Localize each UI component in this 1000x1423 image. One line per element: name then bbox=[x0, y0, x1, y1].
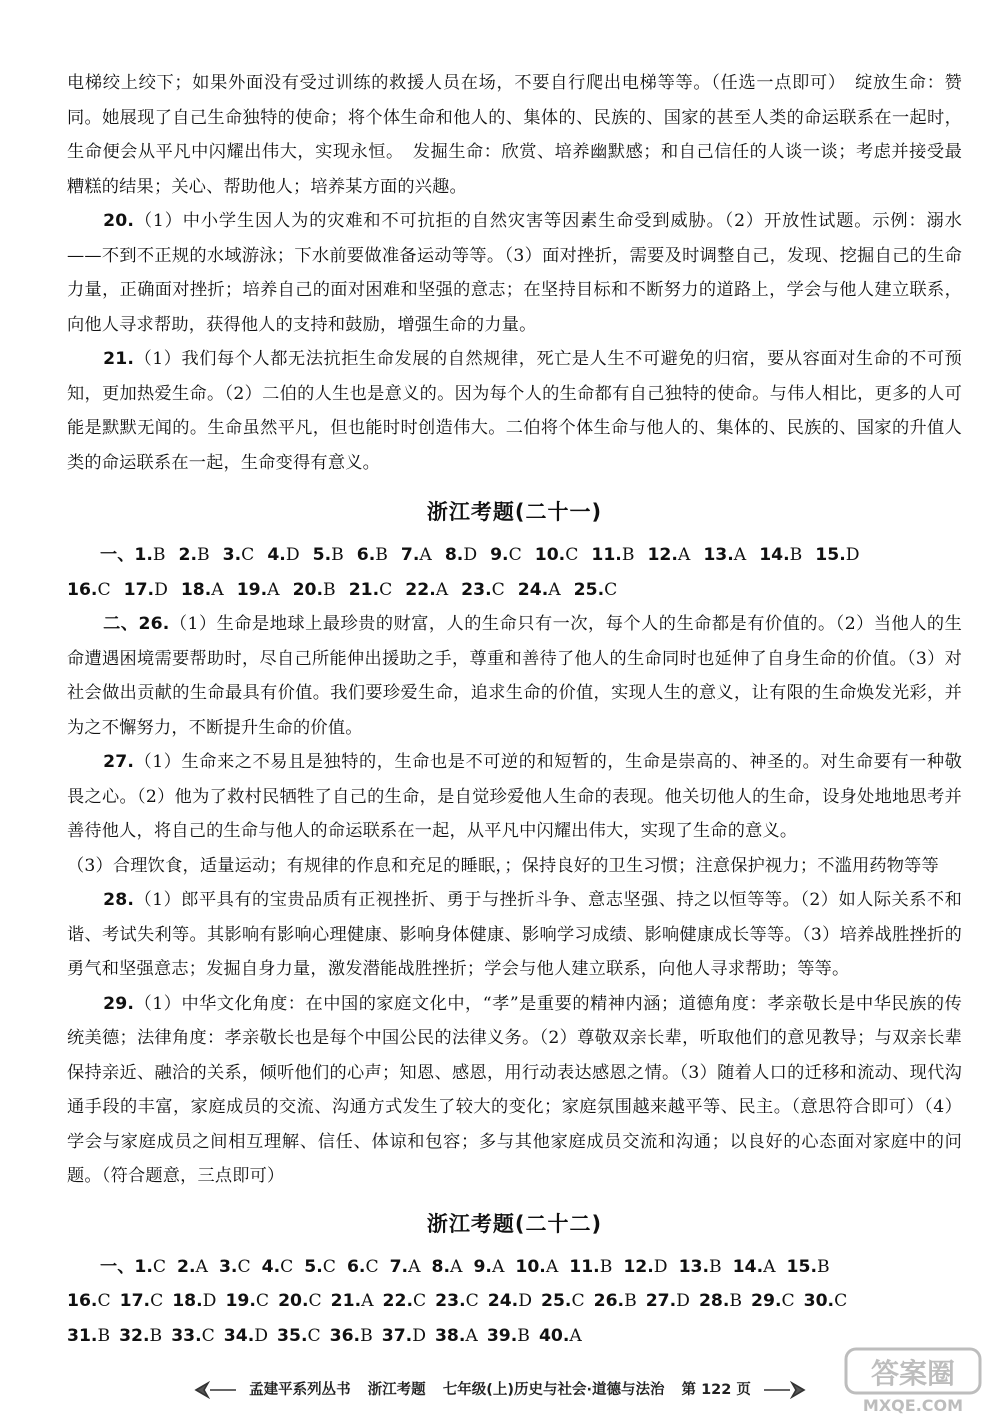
mc-answer-letter: A bbox=[435, 579, 449, 600]
mc-question-number: 22. bbox=[405, 579, 436, 600]
mc-question-number: 20. bbox=[278, 1291, 309, 1311]
mc-answer bbox=[445, 538, 477, 573]
mc-question-number: 40. bbox=[538, 1325, 570, 1346]
mc-answer bbox=[815, 538, 859, 573]
mc-answer-letter: D bbox=[285, 545, 300, 565]
mc-question-number: 31. bbox=[67, 1325, 98, 1346]
mc-answer bbox=[219, 1250, 251, 1285]
mc-answer-letter: D bbox=[202, 1291, 217, 1311]
mc-answer-letter: C bbox=[491, 579, 505, 600]
mc-answer bbox=[119, 1319, 162, 1354]
mc-answer bbox=[224, 1319, 268, 1354]
mc-answer-letter: C bbox=[241, 545, 255, 565]
mc-answer-letter: C bbox=[237, 1256, 251, 1277]
mc-row bbox=[67, 1319, 962, 1354]
right-ornament-icon bbox=[762, 1381, 806, 1399]
mc-answers-21 bbox=[67, 538, 962, 607]
mc-answer-letter: B bbox=[624, 1291, 637, 1311]
mc-answer-letter: C bbox=[379, 579, 393, 600]
mc-answer bbox=[67, 1319, 110, 1354]
mc-answer-letter: B bbox=[517, 1325, 530, 1346]
mc-answer-letter: A bbox=[361, 1291, 374, 1311]
mc-answer bbox=[515, 1250, 558, 1285]
mc-answer-letter: B bbox=[152, 545, 166, 565]
mc-answer bbox=[647, 538, 690, 573]
mc-answer bbox=[787, 1250, 830, 1285]
mc-question-number: 15. bbox=[815, 545, 846, 565]
mc-answer-letter: B bbox=[149, 1325, 163, 1346]
mc-answer bbox=[382, 1319, 426, 1354]
mc-question-number: 2. bbox=[178, 545, 198, 565]
answer-page bbox=[67, 66, 962, 1353]
mc-answer-letter: A bbox=[677, 545, 691, 565]
mc-answer-letter: B bbox=[599, 1256, 613, 1277]
mc-question-number: 32. bbox=[119, 1325, 150, 1346]
mc-answer-letter: D bbox=[518, 1291, 532, 1311]
left-ornament-icon bbox=[194, 1381, 238, 1399]
mc-question-number: 34. bbox=[223, 1325, 255, 1346]
mc-answer bbox=[134, 1250, 166, 1285]
mc-answer-letter: A bbox=[545, 1256, 559, 1277]
mc-question-number: 7. bbox=[400, 545, 420, 565]
mc-answer bbox=[124, 573, 168, 608]
mc-question-number: 4. bbox=[261, 1256, 281, 1277]
mc-question-number: 15. bbox=[786, 1256, 817, 1277]
mc-answer bbox=[177, 1250, 208, 1285]
question-text: （1）我们每个人都无法抗拒生命发展的自然规律，死亡是人生不可避免的归宿，要从容面对生命的不可预知，更加热爱生命。（2）二伯的人生也是意义的。因为每个人的生命都有自己独特的使命。与伟人相比，更多的人可能是默默无闻的。生命虽然平凡，但也能时时创造伟大。二伯将个体生命与他人的、集体的、民族的、国家的升值人类的命运联系在一起，生命变得有意义。 bbox=[67, 349, 962, 473]
question-number: 29. bbox=[103, 993, 135, 1014]
mc-question-number: 11. bbox=[591, 545, 622, 565]
mc-question-number: 5. bbox=[304, 1256, 323, 1277]
mc-answer bbox=[313, 538, 344, 573]
mc-question-number: 16. bbox=[67, 579, 98, 600]
mc-answer bbox=[435, 1319, 478, 1354]
mc-answer bbox=[277, 1319, 321, 1354]
mc-question-number: 6. bbox=[346, 1256, 366, 1277]
mc-answer bbox=[172, 1284, 216, 1319]
mc-answer-letter: B bbox=[97, 1325, 111, 1346]
mc-answer-letter: D bbox=[412, 1325, 426, 1346]
series-name: 孟建平系列丛书 bbox=[249, 1382, 351, 1398]
watermark-logo-icon bbox=[844, 1345, 982, 1417]
mc-answer bbox=[383, 1284, 427, 1319]
mc-answer bbox=[349, 573, 393, 608]
mc-answer-letter: C bbox=[97, 1291, 111, 1311]
mc-question-number: 23. bbox=[461, 579, 492, 600]
mc-answer-letter: C bbox=[565, 545, 579, 565]
mc-answer bbox=[490, 538, 522, 573]
mc-question-number: 11. bbox=[569, 1256, 600, 1277]
mc-question-number: 1. bbox=[134, 1256, 153, 1277]
mc-row bbox=[67, 538, 962, 573]
section-title-21: 浙江考题(二十一) bbox=[426, 500, 603, 524]
mc-question-number: 23. bbox=[435, 1291, 466, 1311]
mc-answer bbox=[278, 1284, 322, 1319]
mc-answer bbox=[262, 1250, 294, 1285]
mc-question-number: 29. bbox=[751, 1291, 782, 1311]
mc-question-number: 8. bbox=[431, 1256, 451, 1277]
mc-answer-letter: A bbox=[548, 579, 561, 600]
mc-question-number: 20. bbox=[292, 579, 324, 600]
book-grade-subject: 七年级(上)历史与社会·道德与法治 bbox=[442, 1382, 665, 1398]
mc-answer-letter: C bbox=[571, 1291, 585, 1311]
mc-question-number: 3. bbox=[218, 1256, 238, 1277]
mc-answer-letter: D bbox=[254, 1325, 269, 1346]
mc-question-number: 17. bbox=[123, 579, 155, 600]
mc-question-number: 27. bbox=[645, 1291, 677, 1311]
mc-answer-letter: C bbox=[413, 1291, 427, 1311]
mc-answer bbox=[134, 538, 165, 573]
mc-answer bbox=[67, 1284, 111, 1319]
mc-answer bbox=[488, 1284, 532, 1319]
mc-answer bbox=[179, 538, 210, 573]
mc-answer-letter: D bbox=[653, 1256, 668, 1277]
question-27-part3: （3）合理饮食，适量运动；有规律的作息和充足的睡眠，；保持良好的卫生习惯；注意保护视力；不滥用药物等等 bbox=[67, 855, 939, 876]
mc-answer-letter: A bbox=[211, 579, 224, 600]
mc-answer bbox=[67, 573, 111, 608]
mc-question-number: 24. bbox=[517, 579, 549, 600]
mc-answer-letter: D bbox=[463, 545, 478, 565]
book-name: 浙江考题 bbox=[367, 1382, 426, 1398]
mc-answer-letter: C bbox=[201, 1325, 215, 1346]
mc-answer bbox=[646, 1284, 690, 1319]
mc-question-number: 16. bbox=[67, 1291, 98, 1311]
mc-answer bbox=[432, 1250, 463, 1285]
mc-answer bbox=[267, 538, 299, 573]
mc-answer bbox=[401, 538, 432, 573]
mc-question-number: 21. bbox=[330, 1291, 362, 1311]
mc-question-number: 10. bbox=[515, 1256, 546, 1277]
mc-answer-letter: B bbox=[331, 545, 344, 565]
mc-answer bbox=[574, 573, 618, 608]
question-number: 21. bbox=[103, 349, 135, 369]
mc-answer bbox=[804, 1284, 848, 1319]
mc-answer bbox=[679, 1250, 722, 1285]
mc-question-number: 35. bbox=[277, 1325, 308, 1346]
mc-answer bbox=[699, 1284, 742, 1319]
watermark-text: 答案圈 bbox=[870, 1357, 956, 1390]
mc-question-number: 8. bbox=[444, 545, 464, 565]
mc-answer-letter: B bbox=[621, 545, 635, 565]
mc-question-number: 4. bbox=[267, 545, 286, 565]
mc-answer-letter: C bbox=[834, 1291, 848, 1311]
mc-answer bbox=[539, 1319, 582, 1354]
question-29 bbox=[67, 987, 962, 1194]
mc-question-number: 3. bbox=[222, 545, 242, 565]
question-text: （1）生命是地球上最珍贵的财富，人的生命只有一次，每个人的生命都是有价值的。（2）当他人的生命遭遇困境需要帮助时，尽自己所能伸出援助之手，尊重和善待了他人的生命同时也延伸了自身生命的价值。（3）对社会做出贡献的生命最具有价值。我们要珍爱生命，追求生命的价值，实现人生的意义，让有限的生命焕发光彩，并为之不懈努力，不断提升生命的价值。 bbox=[67, 614, 962, 738]
mc-answer bbox=[347, 1250, 379, 1285]
mc-answer-letter: C bbox=[308, 1291, 322, 1311]
mc-answer-letter: A bbox=[419, 545, 432, 565]
mc-answer-letter: B bbox=[197, 545, 210, 565]
mc-answer bbox=[435, 1284, 479, 1319]
mc-question-number: 26. bbox=[593, 1291, 625, 1311]
mc-question-number: 36. bbox=[329, 1325, 361, 1346]
mc-answer bbox=[237, 573, 280, 608]
mc-answer-letter: C bbox=[604, 579, 618, 600]
watermark-url: MXQE.COM bbox=[862, 1396, 964, 1415]
mc-answer-letter: B bbox=[789, 545, 803, 565]
question-number: 26. bbox=[138, 614, 170, 634]
mc-row bbox=[67, 1284, 962, 1319]
mc-answer-letter: B bbox=[709, 1256, 722, 1277]
mc-answer bbox=[535, 538, 579, 573]
question-number: 27. bbox=[103, 752, 135, 772]
mc-answer-letter: A bbox=[408, 1256, 421, 1277]
mc-answer-letter: A bbox=[195, 1256, 208, 1277]
mc-answer-letter: A bbox=[465, 1325, 478, 1346]
mc-answer bbox=[594, 1284, 637, 1319]
mc-question-number: 25. bbox=[541, 1291, 572, 1311]
mc-question-number: 2. bbox=[177, 1256, 196, 1277]
section-number: 二、 bbox=[103, 614, 139, 634]
mc-answers-22 bbox=[67, 1250, 962, 1354]
mc-answer-letter: C bbox=[150, 1291, 164, 1311]
section-title-22: 浙江考题(二十二) bbox=[426, 1211, 603, 1236]
mc-question-number: 18. bbox=[172, 1291, 203, 1311]
mc-question-number: 33. bbox=[171, 1325, 202, 1346]
mc-answer bbox=[225, 1284, 269, 1319]
mc-answer-letter: B bbox=[729, 1291, 743, 1311]
mc-question-number: 9. bbox=[490, 545, 509, 565]
mc-answer bbox=[304, 1250, 336, 1285]
mc-answer bbox=[591, 538, 634, 573]
mc-answer-letter: C bbox=[280, 1256, 294, 1277]
mc-question-number: 24. bbox=[487, 1291, 519, 1311]
mc-row bbox=[67, 1250, 962, 1285]
question-27 bbox=[67, 745, 962, 849]
question-text: （1）郎平具有的宝贵品质有正视挫折、勇于与挫折斗争、意志坚强、持之以恒等等。（2）如人际关系不和谐、考试失利等。其影响有影响心理健康、影响身体健康、影响学习成绩、影响健康成长等等。（3）培养战胜挫折的勇气和坚强意志；发掘自身力量，激发潜能战胜挫折；学会与他人建立联系，向他人寻求帮助；等等。 bbox=[67, 890, 962, 979]
mc-answer-letter: A bbox=[733, 545, 747, 565]
mc-answer bbox=[518, 573, 561, 608]
mc-question-number: 13. bbox=[703, 545, 734, 565]
question-number: 28. bbox=[103, 890, 135, 910]
mc-answer bbox=[120, 1284, 164, 1319]
mc-answer bbox=[331, 1284, 374, 1319]
mc-question-number: 12. bbox=[623, 1256, 654, 1277]
mc-question-number: 17. bbox=[119, 1291, 151, 1311]
mc-answer bbox=[473, 1250, 504, 1285]
mc-question-number: 14. bbox=[732, 1256, 764, 1277]
mc-answer bbox=[293, 573, 336, 608]
mc-answer-letter: C bbox=[152, 1256, 167, 1277]
mc-question-number: 22. bbox=[382, 1291, 413, 1311]
mc-answer bbox=[405, 573, 448, 608]
mc-answer-letter: B bbox=[816, 1256, 830, 1277]
mc-answer-letter: A bbox=[450, 1256, 463, 1277]
mc-answer bbox=[390, 1250, 421, 1285]
mc-answer-letter: D bbox=[676, 1291, 690, 1311]
mc-question-number: 30. bbox=[803, 1291, 835, 1311]
mc-answer bbox=[703, 538, 746, 573]
mc-answer-letter: C bbox=[307, 1325, 321, 1346]
section-number: 一、 bbox=[100, 545, 135, 565]
mc-row bbox=[67, 573, 962, 608]
mc-answer-letter: B bbox=[375, 545, 388, 565]
mc-question-number: 19. bbox=[225, 1291, 256, 1311]
mc-question-number: 12. bbox=[647, 545, 678, 565]
page-number: 第 122 页 bbox=[681, 1382, 751, 1398]
mc-answer-letter: D bbox=[154, 579, 168, 600]
mc-answer-letter: B bbox=[360, 1325, 373, 1346]
mc-answer bbox=[569, 1250, 612, 1285]
mc-answer bbox=[357, 538, 388, 573]
mc-question-number: 38. bbox=[434, 1325, 466, 1346]
mc-answer bbox=[461, 573, 505, 608]
mc-answer-letter: C bbox=[465, 1291, 479, 1311]
mc-question-number: 25. bbox=[573, 579, 605, 600]
mc-question-number: 39. bbox=[486, 1325, 518, 1346]
mc-answer bbox=[171, 1319, 215, 1354]
mc-answer bbox=[759, 538, 802, 573]
mc-question-number: 1. bbox=[134, 545, 153, 565]
section-number: 一、 bbox=[100, 1256, 135, 1277]
mc-answer bbox=[751, 1284, 795, 1319]
mc-answer-letter: C bbox=[322, 1256, 336, 1277]
mc-question-number: 9. bbox=[473, 1256, 492, 1277]
mc-answer-letter: A bbox=[763, 1256, 776, 1277]
paragraph-continued: 电梯绞上绞下；如果外面没有受过训练的救援人员在场，不要自行爬出电梯等等。（任选一点即可） 绽放生命：赞同。她展现了自己生命独特的使命；将个体生命和他人的、集体的、民族的、国家的甚至人类的命运联系在一起时，生命便会从平凡中闪耀出伟大，实现永恒。 发掘生命：欣赏、培养幽默感；和自己信任的人谈一谈；考虑并接受最糟糕的结果；关心、帮助他人；培养某方面的兴趣。 bbox=[67, 73, 962, 197]
mc-answer bbox=[733, 1250, 776, 1285]
question-text: （1）中华文化角度：在中国的家庭文化中，“孝”是重要的精神内涵；道德角度：孝亲敬长是中华民族的传统美德；法律角度：孝亲敬长也是每个中国公民的法律义务。（2）尊敬双亲长辈，听取他们的意见教导；与双亲长辈保持亲近、融洽的关系，倾听他们的心声；知恩、感恩，用行动表达感恩之情。（3）随着人口的迁移和流动、现代沟通手段的丰富，家庭成员的交流、沟通方式发生了较大的变化；家庭氛围越来越平等、民主。（意思符合即可）（4）学会与家庭成员之间相互理解、信任、体谅和包容；多与其他家庭成员交流和沟通；以良好的心态面对家庭中的问题。（符合题意，三点即可） bbox=[67, 993, 962, 1186]
mc-answer bbox=[181, 573, 224, 608]
mc-question-number: 21. bbox=[348, 579, 380, 600]
mc-answer bbox=[541, 1284, 585, 1319]
mc-question-number: 6. bbox=[356, 545, 376, 565]
mc-answer bbox=[330, 1319, 373, 1354]
mc-answer-letter: C bbox=[365, 1256, 379, 1277]
mc-question-number: 28. bbox=[698, 1291, 730, 1311]
question-21 bbox=[67, 342, 962, 480]
mc-answer-letter: A bbox=[267, 579, 280, 600]
mc-question-number: 19. bbox=[236, 579, 268, 600]
mc-question-number: 18. bbox=[180, 579, 212, 600]
question-text: （1）生命来之不易且是独特的，生命也是不可逆的和短暂的，生命是崇高的、神圣的。对生命要有一种敬畏之心。（2）他为了救村民牺牲了自己的生命，是自觉珍爱他人生命的表现。他关切他人的生命，设身处地地思考并善待他人，将自己的生命与他人的命运联系在一起，从平凡中闪耀出伟大，实现了生命的意义。 bbox=[67, 752, 962, 841]
mc-question-number: 13. bbox=[678, 1256, 710, 1277]
mc-answer-letter: B bbox=[323, 579, 336, 600]
mc-answer-letter: C bbox=[508, 545, 522, 565]
mc-question-number: 5. bbox=[312, 545, 332, 565]
question-20 bbox=[67, 204, 962, 342]
mc-answer-letter: C bbox=[255, 1291, 270, 1311]
mc-answer-letter: A bbox=[569, 1325, 582, 1346]
mc-question-number: 10. bbox=[534, 545, 566, 565]
question-28 bbox=[67, 883, 962, 987]
question-number: 20. bbox=[103, 211, 135, 231]
mc-answer bbox=[223, 538, 255, 573]
question-text: （1）中小学生因人为的灾难和不可抗拒的自然灾害等因素生命受到威胁。（2）开放性试题。示例：溺水——不到不正规的水域游泳；下水前要做准备运动等等。（3）面对挫折，需要及时调整自己，发现、挖掘自己的生命力量，正确面对挫折；培养自己的面对困难和坚强的意志；在坚持目标和不断努力的道路上，学会与他人建立联系，向他人寻求帮助，获得他人的支持和鼓励，增强生命的力量。 bbox=[67, 211, 962, 335]
question-26 bbox=[67, 607, 962, 745]
mc-answer-letter: C bbox=[781, 1291, 795, 1311]
mc-answer bbox=[487, 1319, 530, 1354]
mc-answer-letter: A bbox=[491, 1256, 505, 1277]
mc-answer bbox=[623, 1250, 667, 1285]
mc-question-number: 37. bbox=[381, 1325, 413, 1346]
mc-question-number: 14. bbox=[759, 545, 790, 565]
mc-answer-letter: C bbox=[97, 579, 111, 600]
mc-answer-letter: D bbox=[845, 545, 860, 565]
mc-question-number: 7. bbox=[389, 1256, 409, 1277]
